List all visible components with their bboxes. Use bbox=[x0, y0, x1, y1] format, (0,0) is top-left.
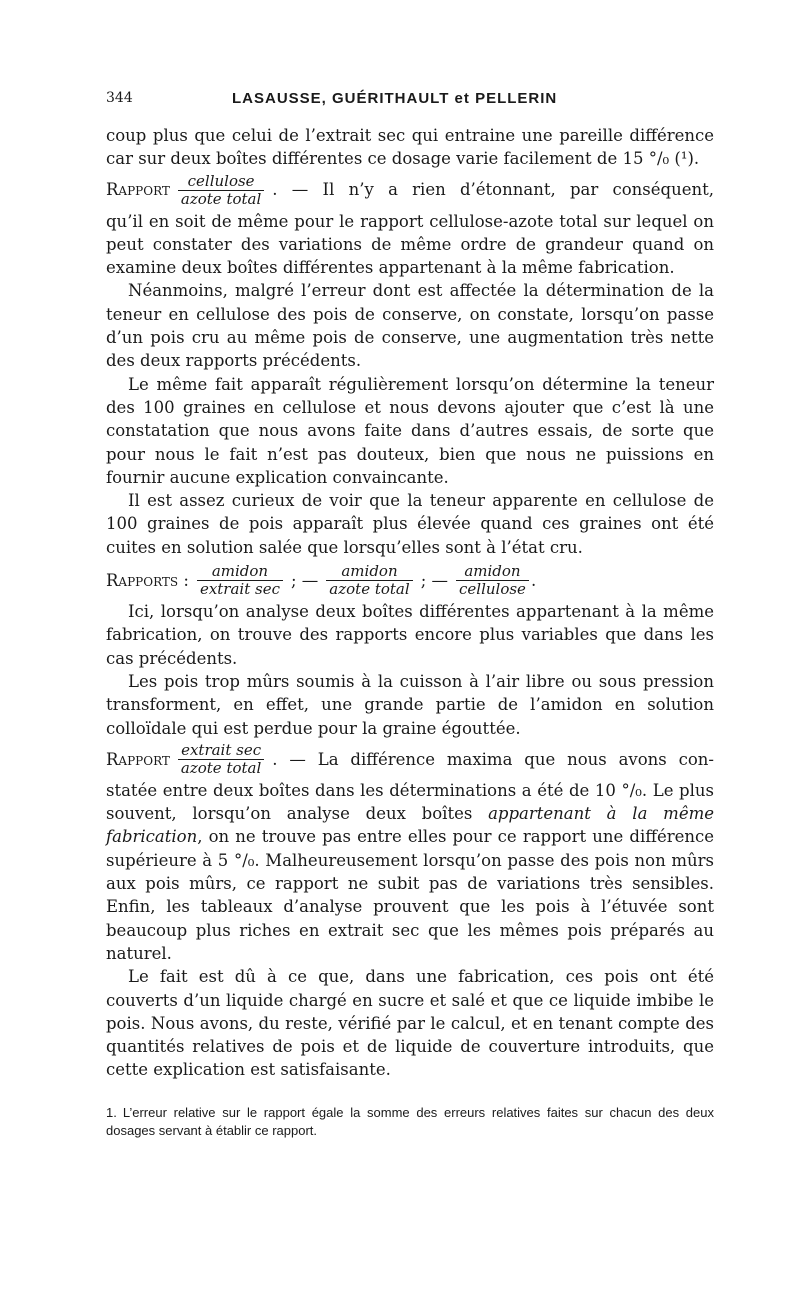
fraction-extrait-azote bbox=[178, 742, 264, 777]
fraction-cellulose-azote bbox=[178, 173, 264, 208]
footnote-text: L’erreur relative sur le rapport égale la somme des erreurs relatives faites sur chacun des deux dosages servant à établir ce rapport. bbox=[106, 1105, 714, 1138]
fraction-numerator: amidon bbox=[197, 563, 283, 581]
paragraph-7: Les pois trop mûrs soumis à la cuisson à l’air libre ou sous pression transforment, en effet, une grande partie de l’amidon en solution colloïdale qui est perdue pour la graine égouttée. bbox=[106, 671, 714, 738]
paragraph-9: Le fait est dû à ce que, dans une fabrication, ces pois ont été couverts d’un liquide chargé en sucre et salé et que ce liquide imbibe le pois. Nous avons, du reste, vérifié par le calcul, et en tenant compte des quantités relatives de pois et de liquide de couverture introduits, que cette explication est satisfaisante. bbox=[106, 967, 714, 1080]
paragraph-8-end: , on ne trouve pas entre elles pour ce rapport une différence supérieure à 5 °/₀. Malheureusement lorsqu’on passe des pois non mûrs aux pois mûrs, ce rapport ne subit pas de variations très sensibles. Enfin, les tableaux d’analyse prouvent que les pois à l’étuvée sont beaucoup plus riches en extrait sec que les mêmes pois préparés au naturel. bbox=[106, 827, 714, 963]
paragraph-8-start: statée entre deux boîtes dans les déterminations a été de 10 °/₀. Le plus souvent, lorsqu’on analyse deux boîtes bbox=[106, 780, 714, 824]
fraction-numerator: amidon bbox=[456, 563, 529, 581]
ratios-amidon-line bbox=[106, 563, 714, 598]
running-header bbox=[106, 90, 714, 124]
ratio-cellulose-line bbox=[106, 173, 714, 208]
page bbox=[106, 90, 714, 1082]
footnote-number: 1. bbox=[106, 1105, 117, 1120]
fraction-numerator: amidon bbox=[326, 563, 412, 581]
paragraph-5: Il est assez curieux de voir que la teneur apparente en cellulose de 100 graines de pois apparaît plus élevée quand ces graines ont été cuites en solution salée que lorsqu’elles sont à l’état cru. bbox=[106, 491, 714, 557]
paragraph-2: qu’il en soit de même pour le rapport cellulose-azote total sur lequel on peut constater des variations de même ordre de grandeur quand on examine deux boîtes différentes appartenant à la même fabrication. bbox=[106, 211, 714, 278]
ratio-extrait-line bbox=[106, 742, 714, 777]
paragraph-1: coup plus que celui de l’extrait sec qui entraine une pareille différence car sur deux boîtes différentes ce dosage varie facilement de 15 °/₀ (¹). bbox=[106, 126, 714, 169]
page-number: 344 bbox=[106, 90, 133, 106]
ratio-label: Rapport bbox=[106, 749, 170, 769]
paragraph-4: Le même fait apparaît régulièrement lorsqu’on détermine la teneur des 100 graines en cellulose et nous devons ajouter que c’est là une constatation que nous avons faite dans d’autres essais, de sorte que pour nous le fait n’est pas douteux, bien que nous ne puissions en fournir aucune explication convaincante. bbox=[106, 374, 714, 487]
fraction-denominator: azote total bbox=[329, 580, 410, 599]
running-title: LASAUSSE, GUÉRITHAULT et PELLERIN bbox=[232, 90, 558, 107]
fraction-denominator: cellulose bbox=[459, 580, 526, 599]
fraction-amidon-azote bbox=[326, 563, 412, 598]
fraction-numerator: cellulose bbox=[178, 173, 264, 191]
paragraph-8 bbox=[106, 779, 714, 965]
ratio-text: . — La différence maxima que nous avons con- bbox=[272, 749, 714, 769]
paragraph-8-italic: appartenant à la même fabrication bbox=[106, 804, 714, 847]
ratios-label: Rapports : bbox=[106, 570, 189, 590]
footnote bbox=[106, 1104, 714, 1140]
footnote-text-line bbox=[106, 1104, 714, 1140]
fraction-numerator: extrait sec bbox=[178, 742, 264, 760]
separator: ; — bbox=[420, 570, 448, 590]
fraction-denominator: azote total bbox=[180, 758, 262, 777]
body-text bbox=[106, 124, 714, 1082]
separator: ; — bbox=[290, 570, 319, 590]
fraction-denominator: azote total bbox=[180, 189, 262, 208]
formula-end: . bbox=[530, 570, 537, 590]
fraction-amidon-cellulose bbox=[456, 563, 529, 598]
ratio-text: . — Il n’y a rien d’étonnant, par conséquent, bbox=[272, 180, 714, 200]
ratio-label: Rapport bbox=[106, 180, 170, 200]
fraction-denominator: extrait sec bbox=[199, 580, 280, 599]
fraction-amidon-extrait bbox=[197, 563, 283, 598]
paragraph-3: Néanmoins, malgré l’erreur dont est affectée la détermination de la teneur en cellulose des pois de conserve, on constate, lorsqu’on passe d’un pois cru au même pois de conserve, une augmentation très nette des deux rapports précédents. bbox=[106, 281, 714, 371]
paragraph-6: Ici, lorsqu’on analyse deux boîtes différentes appartenant à la même fabrication, on trouve des rapports encore plus variables que dans les cas précédents. bbox=[106, 602, 714, 668]
